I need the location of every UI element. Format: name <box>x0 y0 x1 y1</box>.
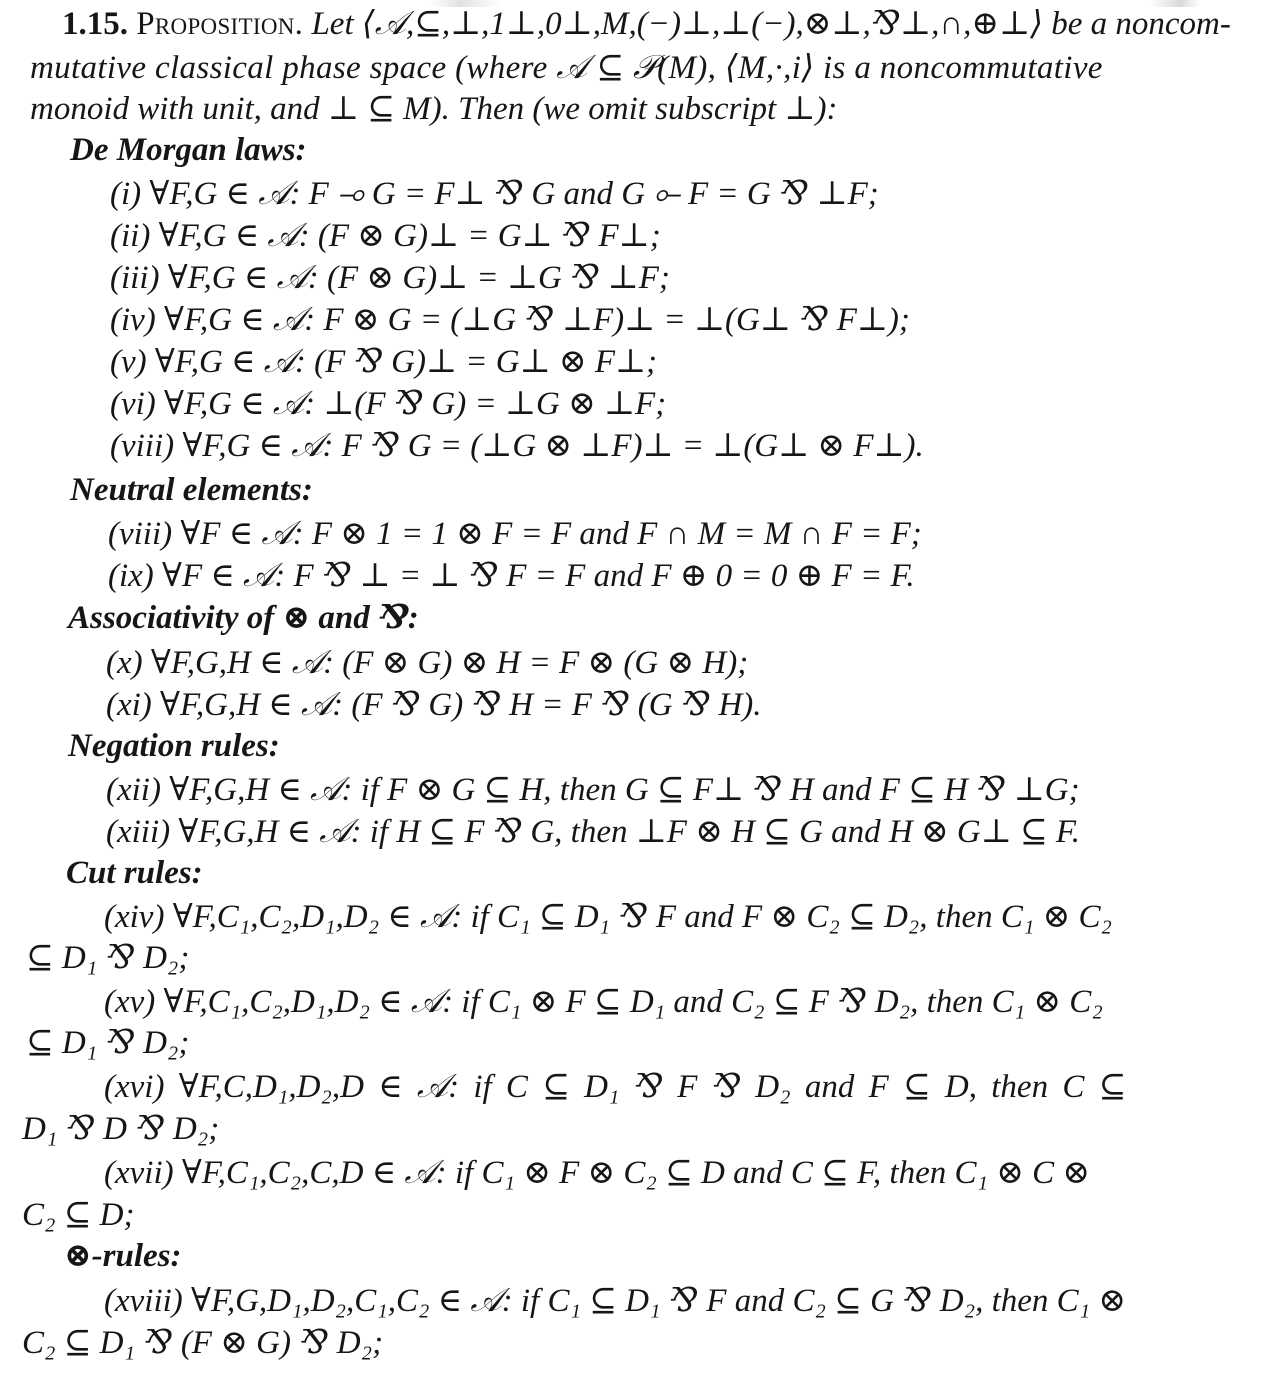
item-viii: (viii) ∀F ∈ 𝒜: F ⊗ 1 = 1 ⊗ F = F and F ∩ M = M ∩ F = F; <box>108 516 922 552</box>
section-heading-neutral: Neutral elements: <box>70 472 313 508</box>
item-xviii-continued: C₂ ⊆ D₁ ⅋ (F ⊗ G) ⅋ D₂; <box>22 1325 384 1361</box>
item-xiv: (xiv) ∀F,C₁,C₂,D₁,D₂ ∈ 𝒜: if C₁ ⊆ D₁ ⅋ F and F ⊗ C₂ ⊆ D₂, then C₁ ⊗ C₂ <box>104 899 1112 935</box>
section-heading-tensor-rules: ⊗-rules: <box>64 1238 182 1274</box>
item-iv: (iv) ∀F,G ∈ 𝒜: F ⊗ G = (⊥G ⅋ ⊥F)⊥ = ⊥(G⊥ ⅋ F⊥); <box>110 302 910 338</box>
item-ii: (ii) ∀F,G ∈ 𝒜: (F ⊗ G)⊥ = G⊥ ⅋ F⊥; <box>110 218 661 254</box>
item-xiii: (xiii) ∀F,G,H ∈ 𝒜: if H ⊆ F ⅋ G, then ⊥F ⊗ H ⊆ G and H ⊗ G⊥ ⊆ F. <box>106 814 1081 850</box>
item-ix: (ix) ∀F ∈ 𝒜: F ⅋ ⊥ = ⊥ ⅋ F = F and F ⊕ 0 = 0 ⊕ F = F. <box>108 558 915 594</box>
section-heading-associativity: Associativity of ⊗ and ⅋: <box>68 600 419 636</box>
item-xvii-continued: C₂ ⊆ D; <box>22 1197 135 1233</box>
item-iii: (iii) ∀F,G ∈ 𝒜: (F ⊗ G)⊥ = ⊥G ⅋ ⊥F; <box>110 260 670 296</box>
item-i: (i) ∀F,G ∈ 𝒜: F ⊸ G = F⊥ ⅋ G and G ⟜ F = G ⅋ ⊥F; <box>110 176 879 212</box>
item-xvii: (xvii) ∀F,C₁,C₂,C,D ∈ 𝒜: if C₁ ⊗ F ⊗ C₂ ⊆ D and C ⊆ F, then C₁ ⊗ C ⊗ <box>104 1155 1091 1191</box>
item-xv-continued: ⊆ D₁ ⅋ D₂; <box>26 1025 190 1061</box>
item-xv: (xv) ∀F,C₁,C₂,D₁,D₂ ∈ 𝒜: if C₁ ⊗ F ⊆ D₁ and C₂ ⊆ F ⅋ D₂, then C₁ ⊗ C₂ <box>104 984 1103 1020</box>
proposition-statement-line-1: Let ⟨𝒜,⊆,⊥,1⊥,0⊥,M,(−)⊥,⊥(−),⊗⊥,⅋⊥,∩,⊕⊥⟩ be a noncom- <box>303 6 1231 42</box>
proposition-number: 1.15. <box>62 6 137 42</box>
section-heading-de-morgan: De Morgan laws: <box>70 132 307 168</box>
item-xviii: (xviii) ∀F,G,D₁,D₂,C₁,C₂ ∈ 𝒜: if C₁ ⊆ D₁ ⅋ F and C₂ ⊆ G ⅋ D₂, then C₁ ⊗ <box>104 1283 1127 1319</box>
item-xiv-continued: ⊆ D₁ ⅋ D₂; <box>26 940 190 976</box>
item-xvi-continued: D₁ ⅋ D ⅋ D₂; <box>22 1111 220 1147</box>
item-xii: (xii) ∀F,G,H ∈ 𝒜: if F ⊗ G ⊆ H, then G ⊆ F⊥ ⅋ H and F ⊆ H ⅋ ⊥G; <box>106 772 1080 808</box>
section-heading-cut: Cut rules: <box>66 855 203 891</box>
proposition-statement-line-2: mutative classical phase space (where 𝒜 ⊆ 𝒫(M), ⟨M,·,i⟩ is a noncommutative <box>30 50 1103 86</box>
item-xi: (xi) ∀F,G,H ∈ 𝒜: (F ⅋ G) ⅋ H = F ⅋ (G ⅋ H). <box>106 687 762 723</box>
item-xvi: (xvi) ∀F,C,D₁,D₂,D ∈ 𝒜: if C ⊆ D₁ ⅋ F ⅋ D₂ and F ⊆ D, then C ⊆ <box>104 1069 1127 1105</box>
section-heading-negation: Negation rules: <box>68 728 280 764</box>
item-x: (x) ∀F,G,H ∈ 𝒜: (F ⊗ G) ⊗ H = F ⊗ (G ⊗ H); <box>106 645 749 681</box>
item-vii: (viii) ∀F,G ∈ 𝒜: F ⅋ G = (⊥G ⊗ ⊥F)⊥ = ⊥(G⊥ ⊗ F⊥). <box>110 428 924 464</box>
proposition-statement-line-3: monoid with unit, and ⊥ ⊆ M). Then (we omit subscript ⊥): <box>30 91 838 127</box>
item-v: (v) ∀F,G ∈ 𝒜: (F ⅋ G)⊥ = G⊥ ⊗ F⊥; <box>110 344 658 380</box>
item-vi: (vi) ∀F,G ∈ 𝒜: ⊥(F ⅋ G) = ⊥G ⊗ ⊥F; <box>110 386 667 422</box>
proposition-title: Proposition. <box>136 6 304 42</box>
proposition-heading <box>62 4 1231 44</box>
